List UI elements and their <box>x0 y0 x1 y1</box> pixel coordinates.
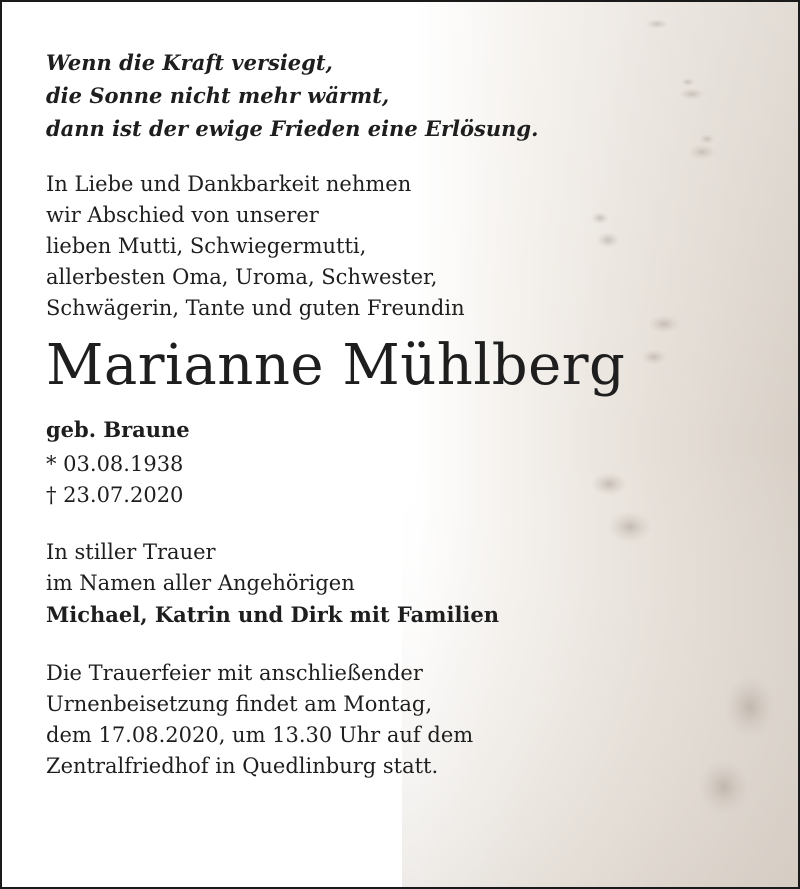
motto-verse <box>46 46 646 145</box>
deceased-block <box>46 334 646 511</box>
mourners-line: im Namen aller Angehörigen <box>46 571 355 595</box>
motto-line: dann ist der ewige Frieden eine Erlösung. <box>46 116 539 141</box>
intro-line: wir Abschied von unserer <box>46 203 319 227</box>
intro-text <box>46 169 646 324</box>
death-date: † 23.07.2020 <box>46 483 184 507</box>
mourners-names: Michael, Katrin und Dirk mit Familien <box>46 602 500 627</box>
intro-line: lieben Mutti, Schwiegermutti, <box>46 234 367 258</box>
mourners-block <box>46 537 646 630</box>
intro-line: Schwägerin, Tante und guten Freundin <box>46 296 465 320</box>
ceremony-line: Urnenbeisetzung findet am Montag, <box>46 692 433 716</box>
motto-line: Wenn die Kraft versiegt, <box>46 50 333 75</box>
ceremony-line: dem 17.08.2020, um 13.30 Uhr auf dem <box>46 723 474 747</box>
birth-name: geb. Braune <box>46 417 190 442</box>
birth-date: * 03.08.1938 <box>46 452 184 476</box>
ceremony-line: Die Trauerfeier mit anschließender <box>46 661 423 685</box>
deceased-name: Marianne Mühlberg <box>46 333 626 398</box>
intro-line: In Liebe und Dankbarkeit nehmen <box>46 172 412 196</box>
motto-line: die Sonne nicht mehr wärmt, <box>46 83 390 108</box>
intro-line: allerbesten Oma, Uroma, Schwester, <box>46 265 438 289</box>
life-dates <box>46 449 646 511</box>
notice-text <box>46 46 646 782</box>
footprint-1 <box>645 19 669 29</box>
ceremony-info <box>46 658 646 782</box>
mourners-line: In stiller Trauer <box>46 540 216 564</box>
ceremony-line: Zentralfriedhof in Quedlinburg statt. <box>46 754 439 778</box>
